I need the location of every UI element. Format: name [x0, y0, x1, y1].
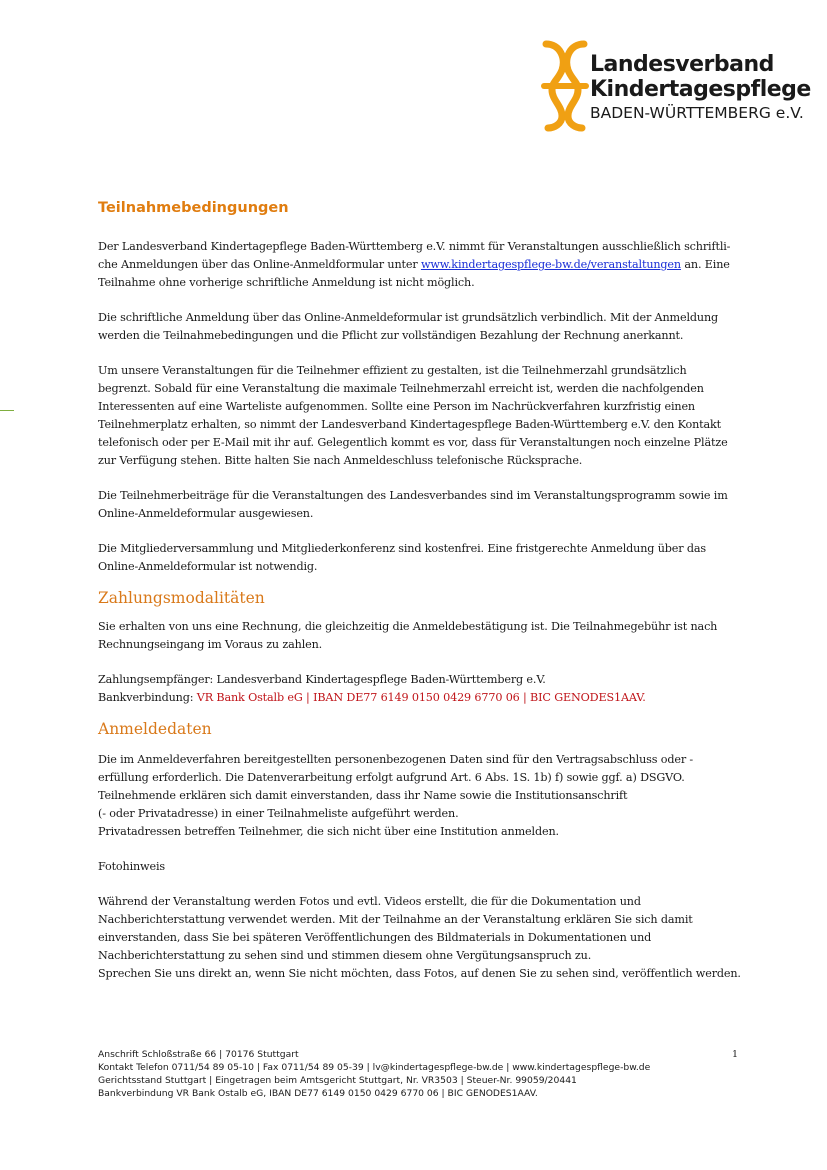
fold-mark	[0, 410, 14, 411]
text-line: Die im Anmeldeverfahren bereitgestellten personenbezogenen Daten sind für den Vertragsabschluss oder -	[98, 753, 694, 766]
text-line: Interessenten auf eine Warteliste aufgenommen. Sollte eine Person im Nachrückverfahren kurzfristig einen	[98, 400, 695, 413]
text-line: zur Verfügung stehen. Bitte halten Sie nach Anmeldeschluss telefonische Rücksprache.	[98, 454, 583, 467]
text-line: Der Landesverband Kindertagepflege Baden-Württemberg e.V. nimmt für Veranstaltungen ausschließlich schriftli-	[98, 240, 731, 253]
text-line: Nachberichterstattung zu sehen sind und stimmen diesem ohne Vergütungsanspruch zu.	[98, 949, 592, 962]
paragraph-payment	[98, 618, 748, 654]
bank-details: VR Bank Ostalb eG | IBAN DE77 6149 0150 0429 6770 06 | BIC GENODES1AAV.	[196, 691, 646, 704]
bank-label: Bankverbindung:	[98, 691, 197, 704]
text-line: Privatadressen betreffen Teilnehmer, die sich nicht über eine Institution anmelden.	[98, 825, 559, 838]
logo-line-1: Landesverband	[590, 52, 774, 77]
logo-line-3: BADEN-WÜRTTEMBERG e.V.	[590, 104, 804, 122]
heading-anmeldedaten: Anmeldedaten	[98, 720, 212, 738]
paragraph-5	[98, 540, 748, 576]
footer-contact: Kontakt Telefon 0711/54 89 05-10 | Fax 0711/54 89 05-39 | lv@kindertagespflege-bw.de | www.kindertagespflege-bw.de	[98, 1062, 651, 1073]
text-line: erfüllung erforderlich. Die Datenverarbeitung erfolgt aufgrund Art. 6 Abs. 1S. 1b) f) sowie ggf. a) DSGVO.	[98, 771, 685, 784]
logo-line-2: Kindertagespflege	[590, 77, 811, 102]
text-fragment: che Anmeldungen über das Online-Anmeldformular unter	[98, 258, 421, 271]
heading-zahlungsmodalitaeten: Zahlungsmodalitäten	[98, 589, 265, 607]
paragraph-2	[98, 309, 748, 345]
text-line: Teilnahme ohne vorherige schriftliche Anmeldung ist nicht möglich.	[98, 276, 475, 289]
document-body	[98, 198, 748, 983]
text-line: Sie erhalten von uns eine Rechnung, die gleichzeitig die Anmeldebestätigung ist. Die Teilnahmegebühr ist nach	[98, 620, 718, 633]
paragraph-bank	[98, 671, 748, 707]
payment-recipient: Zahlungsempfänger: Landesverband Kindertagespflege Baden-Württemberg e.V.	[98, 673, 546, 686]
text-line: Online-Anmeldeformular ist notwendig.	[98, 560, 318, 573]
text-line	[98, 256, 748, 274]
text-line: telefonisch oder per E-Mail mit ihr auf. Gelegentlich kommt es vor, dass für Veranstaltungen noch einzelne Plätze	[98, 436, 728, 449]
text-line: werden die Teilnahmebedingungen und die Pflicht zur vollständigen Bezahlung der Rechnung anerkannt.	[98, 329, 684, 342]
footer-bank: Bankverbindung VR Bank Ostalb eG, IBAN DE77 6149 0150 0429 6770 06 | BIC GENODES1AAV.	[98, 1088, 538, 1099]
text-line: Die Teilnehmerbeiträge für die Veranstaltungen des Landesverbandes sind im Veranstaltungsprogramm sowie im	[98, 489, 728, 502]
text-line: Um unsere Veranstaltungen für die Teilnehmer effizient zu gestalten, ist die Teilnehmerzahl grundsätzlich	[98, 364, 687, 377]
footer-address: Anschrift Schloßstraße 66 | 70176 Stuttgart	[98, 1049, 299, 1060]
subheading-fotohinweis	[98, 858, 748, 876]
text-line: begrenzt. Sobald für eine Veranstaltung die maximale Teilnehmerzahl erreicht ist, werden die nachfolgenden	[98, 382, 704, 395]
footer-court: Gerichtsstand Stuttgart | Eingetragen beim Amtsgericht Stuttgart, Nr. VR3503 | Steuer-Nr. 99059/20441	[98, 1075, 577, 1086]
paragraph-4	[98, 487, 748, 523]
text-fragment: an. Eine	[680, 258, 730, 271]
text-line: Teilnehmerplatz erhalten, so nimmt der Landesverband Kindertagespflege Baden-Württemberg e.V. den Kontakt	[98, 418, 721, 431]
text-line: Online-Anmeldeformular ausgewiesen.	[98, 507, 314, 520]
text-line: Rechnungseingang im Voraus zu zahlen.	[98, 638, 323, 651]
footer	[98, 1048, 738, 1100]
paragraph-data	[98, 751, 748, 841]
text-line: Die Mitgliederversammlung und Mitgliederkonferenz sind kostenfrei. Eine fristgerechte Anmeldung über das	[98, 542, 706, 555]
text-line: Die schriftliche Anmeldung über das Online-Anmeldeformular ist grundsätzlich verbindlich. Mit der Anmeldung	[98, 311, 719, 324]
text-line: Sprechen Sie uns direkt an, wenn Sie nicht möchten, dass Fotos, auf denen Sie zu sehen sind, veröffentlich werden.	[98, 967, 741, 980]
paragraph-photo	[98, 893, 748, 983]
logo	[538, 40, 811, 130]
text-line	[98, 689, 748, 707]
paragraph-1	[98, 238, 748, 292]
text-line: Nachberichterstattung verwendet werden. Mit der Teilnahme an der Veranstaltung erklären Sie sich damit	[98, 913, 693, 926]
text-line: Teilnehmende erklären sich damit einverstanden, dass ihr Name sowie die Institutionsanschrift	[98, 789, 628, 802]
paragraph-3	[98, 362, 748, 470]
text-line: Fotohinweis	[98, 860, 165, 873]
text-line: Während der Veranstaltung werden Fotos und evtl. Videos erstellt, die für die Dokumentation und	[98, 895, 641, 908]
text-line: einverstanden, dass Sie bei späteren Veröffentlichungen des Bildmaterials in Dokumentationen und	[98, 931, 652, 944]
logo-mark-icon	[538, 40, 598, 132]
veranstaltungen-link[interactable]: www.kindertagespflege-bw.de/veranstaltungen	[420, 258, 681, 271]
heading-teilnahmebedingungen: Teilnahmebedingungen	[98, 200, 289, 216]
text-line: (- oder Privatadresse) in einer Teilnahmeliste aufgeführt werden.	[98, 807, 459, 820]
page-number: 1	[731, 1049, 738, 1060]
